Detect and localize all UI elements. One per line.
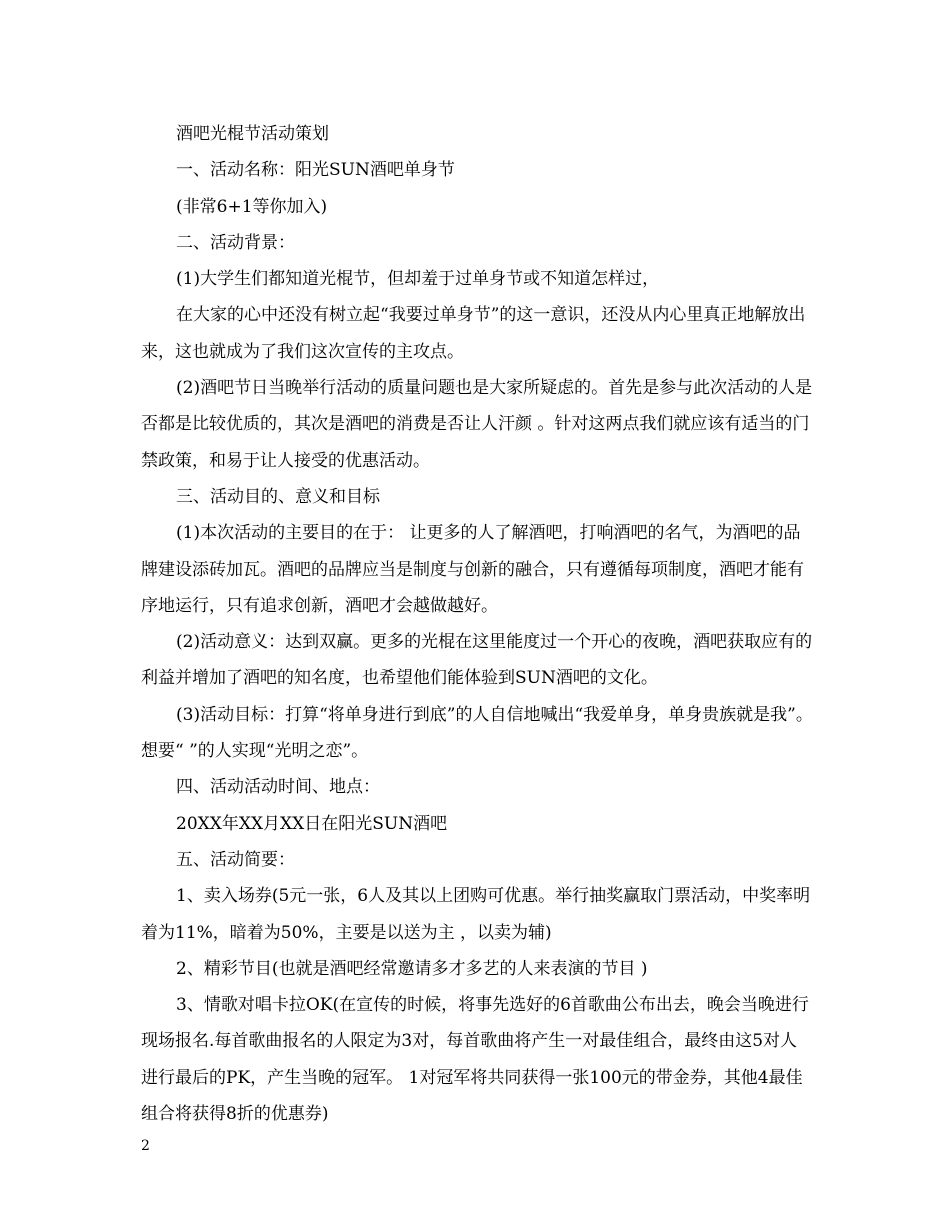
list-item: 1、卖入场券(5元一张，6人及其以上团购可优惠。举行抽奖赢取门票活动，中奖率明着为11%，暗着为50%，主要是以送为主 ，以卖为辅) xyxy=(141,886,811,943)
document-title: 酒吧光棍节活动策划 xyxy=(176,124,329,144)
list-item: 2、精彩节目(也就是酒吧经常邀请多才多艺的人来表演的节目 ) xyxy=(176,958,648,979)
paragraph: 20XX年XX月XX日在阳光SUN酒吧 xyxy=(176,813,448,834)
paragraph: (1)本次活动的主要目的在于： 让更多的人了解酒吧，打响酒吧的名气，为酒吧的品牌建设添砖加瓦。酒吧的品牌应当是制度与创新的融合，只有遵循每项制度，酒吧才能有序地运行，只有追求创新，酒吧才会越做越好。 xyxy=(141,523,804,616)
paragraph: (3)活动目标：打算“将单身进行到底”的人自信地喊出“我爱单身，单身贵族就是我”。想要“ ”的人实现“光明之恋”。 xyxy=(141,704,813,762)
section-heading-background: 二、活动背景： xyxy=(176,232,295,253)
paragraph: 在大家的心中还没有树立起“我要过单身节”的这一意识，还没从内心里真正地解放出来，这也就成为了我们这次宣传的主攻点。 xyxy=(141,305,806,362)
list-item: 3、情歌对唱卡拉OK(在宣传的时候，将事先选好的6首歌曲公布出去，晚会当晚进行现场报名.每首歌曲报名的人限定为3对，每首歌曲将产生一对最佳组合，最终由这5对人进行最后的PK，产生当晚的冠军。 1对冠军将共同获得一张100元的带金券，其他4最佳组合将获得8折的优惠券) xyxy=(141,995,809,1125)
document-body xyxy=(141,116,813,1132)
section-heading-time-place: 四、活动活动时间、地点： xyxy=(176,777,380,798)
paragraph: (2)活动意义：达到双赢。更多的光棍在这里能度过一个开心的夜晚，酒吧获取应有的利益并增加了酒吧的知名度，也希望他们能体验到SUN酒吧的文化。 xyxy=(141,632,813,689)
section-heading-goals: 三、活动目的、意义和目标 xyxy=(176,486,380,507)
paragraph: (非常6+1等你加入) xyxy=(176,196,328,217)
paragraph: (1)大学生们都知道光棍节，但却羞于过单身节或不知道怎样过， xyxy=(176,269,660,290)
section-heading-summary: 五、活动简要： xyxy=(176,849,295,870)
section-heading-activity-name: 一、活动名称：阳光SUN酒吧单身节 xyxy=(176,160,455,181)
paragraph: (2)酒吧节日当晚举行活动的质量问题也是大家所疑虑的。首先是参与此次活动的人是否都是比较优质的，其次是酒吧的消费是否让人汗颜 。针对这两点我们就应该有适当的门禁政策，和易于让人接受的优惠活动。 xyxy=(141,378,813,471)
page-number: 2 xyxy=(141,1138,150,1154)
